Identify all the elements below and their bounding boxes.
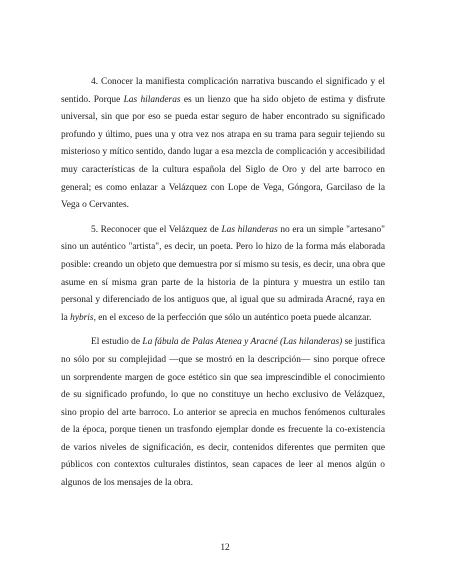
paragraph: [61, 74, 385, 215]
paragraph-text: no era un simple "artesano" sino un auténtico "artista", es decir, un poeta. Pero lo hizo de la forma más elaborada posible: creando un objeto que demuestra por sí mismo su tesis, es decir, una obra que asume en sí misma gran parte de la historia de la pintura y muestra un estilo tan personal y diferenciado de los antiguos que, al igual que su admirada Aracné, raya en la: [61, 224, 385, 323]
paragraph: [61, 334, 385, 492]
italic-title-text: Las hilanderas: [123, 94, 181, 105]
paragraph-text: , en el exceso de la perfección que sólo un auténtico poeta puede alcanzar.: [93, 312, 372, 323]
paragraph-text: se justifica no sólo por su complejidad —que se mostró en la descripción— sino porque ofrece un sorprendente margen de goce estético sin que sea imprescindible el conocimiento de su significado profundo, lo que no constituye un hecho exclusivo de Velázquez, sino propio del arte barroco. Lo anterior se aprecia en muchos fenómenos culturales de la época, porque tienen un trasfondo ejemplar donde es frecuente la co-existencia de varios niveles de significación, es decir, contenidos diferentes que permiten que públicos con contextos culturales distintos, sean capaces de leer al menos algún o algunos de los mensajes de la obra.: [61, 337, 386, 489]
paragraph-text: es un lienzo que ha sido objeto de estima y disfrute universal, sin que por eso se pueda estar seguro de haber encontrado su significado profundo y último, pues una y otra vez nos atrapa en su trama para seguir tejiendo su misterioso y mítico sentido, dando lugar a esa mezcla de complicación y accesibilidad muy características de la cultura española del Siglo de Oro y del arte barroco en general; es como enlazar a Velázquez con Lope de Vega, Góngora, Garcilaso de la Vega o Cervantes.: [61, 94, 385, 211]
italic-title-text: La fábula de Palas Atenea y Aracné (Las hilanderas): [142, 337, 343, 348]
italic-title-text: Las hilanderas: [221, 224, 278, 235]
page-number: 12: [220, 543, 230, 553]
paragraph-text: El estudio de: [91, 337, 143, 348]
paragraph-text: 5. Reconocer que el Velázquez de: [91, 224, 222, 235]
italic-title-text: hybris: [70, 312, 94, 323]
paragraph: [61, 222, 385, 328]
body-text: [61, 74, 385, 493]
paragraph-text: 4. Conocer la manifiesta complicación narrativa buscando el significado y el sentido. Porque: [61, 77, 385, 105]
